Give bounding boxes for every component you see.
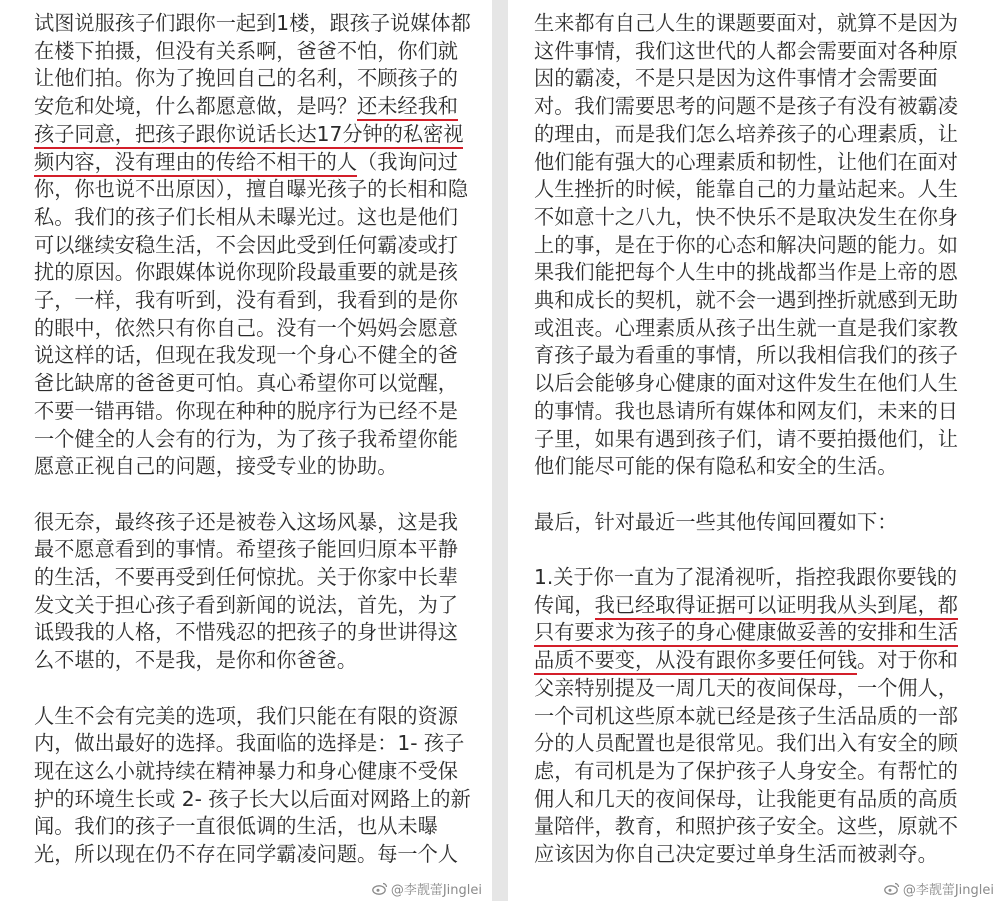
watermark-text: @李靓蕾Jinglei	[902, 883, 994, 898]
underlined-text-left: 还未经我和孩子同意，把孩子跟你说话长达17分钟的私密视频内容，没有理由的传给不相干的人	[34, 94, 463, 176]
paragraph-gap	[534, 536, 974, 564]
left-p1-text-b: （我询问过你，你也说不出原因），擅自曝光孩子的长相和隐私。我们的孩子们长相从未曝光过。这也是他们可以继续安稳生活，不会因此受到任何霸凌或打扰的原因。你跟媒体说你现阶段最重要的就是孩子，一样，我有听到，没有看到，我看到的是你的眼中，依然只有你自己。没有一个妈妈会愿意说这样的话，但现在我发现一个身心不健全的爸爸比缺席的爸爸更可怕。真心希望你可以觉醒，不要一错再错。你现在种种的脱序行为已经不是一个健全的人会有的行为，为了孩子我希望你能愿意正视自己的问题，接受专业的协助。	[34, 149, 469, 479]
watermark-right	[884, 879, 994, 898]
right-paragraph-2: 最后，针对最近一些其他传闻回覆如下：	[534, 509, 898, 534]
left-page	[0, 0, 492, 901]
right-paragraph-1: 生来都有自己人生的课题要面对，就算不是因为这件事情，我们这世代的人都会需要面对各种原因的霸凌，不是只是因为这件事情才会需要面对。我们需要思考的问题不是孩子有没有被霸凌的理由，而是我们怎么培养孩子的心理素质，让他们能有强大的心理素质和韧性，让他们在面对人生挫折的时候，能靠自己的力量站起来。人生不如意十之八九，快不快乐不是取决发生在你身上的事，是在于你的心态和解决问题的能力。如果我们能把每个人生中的挑战都当作是上帝的恩典和成长的契机，就不会一遇到挫折就感到无助或沮丧。心理素质从孩子出生就一直是我们家教育孩子最为看重的事情，所以我相信我们的孩子以后会能够身心健康的面对这件发生在他们人生的事情。我也恳请所有媒体和网友们，未来的日子里，如果有遇到孩子们，请不要拍摄他们，让他们能尽可能的保有隐私和安全的生活。	[534, 11, 958, 479]
right-p3-text-b: 。对于你和父亲特别提及一周几天的夜间保母，一个佣人，一个司机这些原本就已经是孩子生活品质的一部分的人员配置也是很常见。我们出入有安全的顾虑，有司机是为了保护孩子人身安全。有帮忙的佣人和几天的夜间保母，让我能更有品质的高质量陪伴，教育，和照护孩子安全。这些，原就不应该因为你自己决定要过单身生活而被剥夺。	[534, 648, 958, 867]
paragraph-gap	[534, 481, 974, 509]
right-column	[534, 10, 974, 869]
paragraph-gap	[34, 481, 472, 509]
left-paragraph-3: 人生不会有完美的选项，我们只能在有限的资源内，做出最好的选择。我面临的选择是：1- 孩子现在这么小就持续在精神暴力和身心健康不受保护的环境生长或 2- 孩子长大以后面对网路上的新闻。我们的孩子一直很低调的生活，也从未曝光，所以现在仍不存在同学霸凌问题。每一个人	[34, 703, 471, 867]
weibo-icon	[372, 882, 388, 895]
left-column	[34, 10, 472, 869]
right-p3-text-a: 1.关于你一直为了混淆视听，指控我跟你要钱的传闻，	[534, 565, 958, 617]
left-paragraph-2: 很无奈，最终孩子还是被卷入这场风暴，这是我最不愿意看到的事情。希望孩子能回归原本平静的生活，不要再受到任何惊扰。关于你家中长辈发文关于担心孩子看到新闻的说法，首先，为了诋毁我的人格，不惜残忍的把孩子的身世讲得这么不堪的，不是我，是你和你爸爸。	[34, 509, 458, 673]
left-paragraph-1	[34, 10, 472, 481]
underlined-text-right: 我已经取得证据可以证明我从头到尾，都只有要求为孩子的身心健康做妥善的安排和生活品质不要变，从没有跟你多要任何钱	[534, 593, 958, 675]
watermark-text: @李靓蕾Jinglei	[390, 883, 482, 898]
left-p1-text-a: 试图说服孩子们跟你一起到1楼，跟孩子说媒体都在楼下拍摄，但没有关系啊，爸爸不怕，你们就让他们拍。你为了挽回自己的名利，不顾孩子的安危和处境，什么都愿意做，是吗？	[34, 11, 471, 119]
watermark-left	[372, 879, 482, 898]
paragraph-gap	[34, 675, 472, 703]
right-page	[508, 0, 1000, 901]
right-paragraph-3	[534, 564, 974, 869]
weibo-icon	[884, 882, 900, 895]
